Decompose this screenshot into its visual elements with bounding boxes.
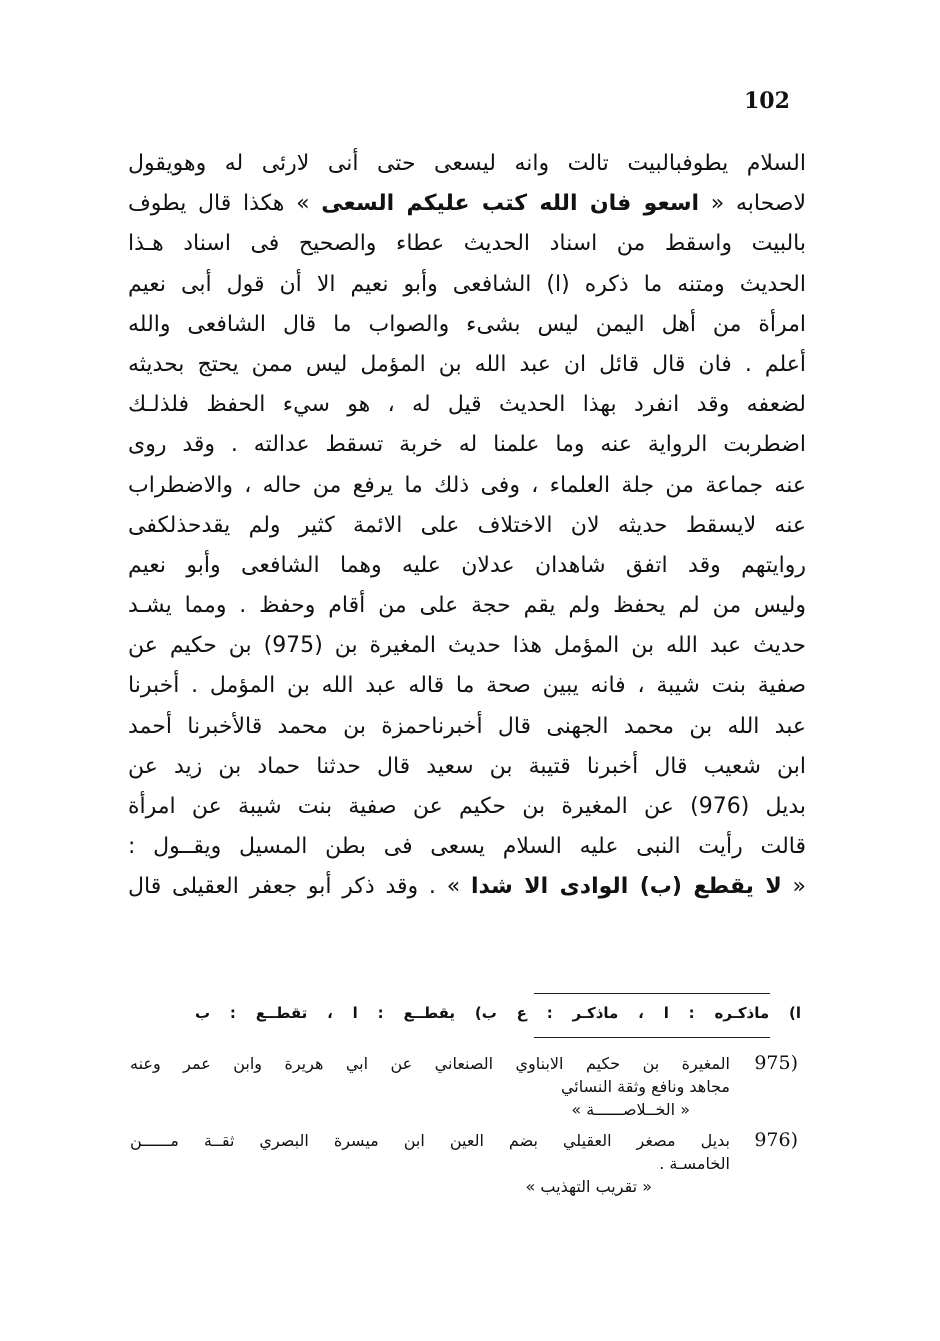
text-line: بالبيت واسقط من اسناد الحديث عطاء والصحيح فى اسناد هـذا (128, 231, 806, 257)
footnotes (130, 1052, 798, 1206)
text-line: امرأة من أهل اليمن ليس بشىء والصواب ما قال الشافعى والله (128, 311, 806, 337)
text-line: ابن شعيب قال أخبرنا قتيبة بن سعيد قال حدثنا حماد بن زيد عن (128, 753, 806, 779)
text-line: حديث عبد الله بن المؤمل هذا حديث المغيرة بن (975) بن حكيم عن (128, 633, 806, 659)
text-line: اضطربت الرواية عنه وما علمنا له خربة تسقط عدالته . وقد روى (128, 432, 806, 458)
footnote-number: 975) (754, 1052, 798, 1074)
main-text-block (128, 144, 806, 908)
footnote-separator-top (534, 993, 770, 994)
bold-quotation: اسعو فان الله كتب عليكم السعى (321, 191, 700, 217)
text-line: لاصحابه « اسعو فان الله كتب عليكم السعى » هكذا قال يطوف (128, 191, 806, 217)
footnote-source: « تقريب التهذيب » (525, 1177, 652, 1196)
textual-variants-note: ا) ماذكـره : ا ، ماذكـر : ع ب) يقطــع : ا ، تقطــع : ب (195, 1004, 801, 1022)
text-line: عنه جماعة من جلة العلماء ، وفى ذلك ما يرفع من حاله ، والاضطراب (128, 472, 806, 498)
bold-quotation: لا يقطع (ب) الوادى الا شدا (470, 874, 782, 900)
text-line: روايتهم وقد اتفق شاهدان عدلان عليه وهما الشافعى وأبو نعيم (128, 552, 806, 578)
text-line: الحديث ومتنه ما ذكره (ا) الشافعى وأبو نعيم الا أن قول أبى نعيم (128, 271, 806, 297)
text-line: قالت رأيت النبى عليه السلام يسعى فى بطن المسيل ويقــول : (128, 834, 806, 860)
footnote-line: المغيرة بن حكيم الابناوي الصنعاني عن ابي هريرة وابن عمر وعنه (130, 1054, 730, 1073)
text-line: عنه لايسقط حديثه لان الاختلاف على الائمة كثير ولم يقدحذلكفى (128, 512, 806, 538)
footnote-2 (130, 1129, 798, 1198)
footnote-separator (534, 1037, 770, 1038)
text-line: بديل (976) عن المغيرة بن حكيم عن صفية بنت شيبة عن امرأة (128, 794, 806, 819)
footnote-line: بديل مصغر العقيلي بضم العين ابن ميسرة البصري ثقــة مــــــن (130, 1131, 730, 1150)
text-line: وليس من لم يحفظ ولم يقم حجة على من أقام وحفظ . ومما يشـد (128, 593, 806, 619)
footnote-1 (130, 1052, 798, 1121)
footnote-line: الخامسـة . (659, 1154, 730, 1173)
footnote-line: مجاهد ونافع وثقة النسائي (560, 1077, 730, 1096)
text-line: لضعفه وقد انفرد بهذا الحديث قيل له ، هو سيء الحفظ فلذلـك (128, 392, 806, 418)
text-line: السلام يطوفبالبيت تالت وانه ليسعى حتى أنى لارئى له وهويقول (128, 151, 806, 176)
text-line: أعلم . فان قال قائل ان عبد الله بن المؤمل ليس ممن يحتج بحديثه (128, 351, 806, 377)
text-line: « لا يقطع (ب) الوادى الا شدا » . وقد ذكر أبو جعفر العقيلى قال (128, 874, 806, 900)
page-number: 102 (744, 88, 790, 114)
footnote-source: « الخــلاصــــــة » (571, 1100, 690, 1119)
text-line: عبد الله بن محمد الجهنى قال أخبرناحمزة بن محمد قالأخبرنا أحمد (128, 713, 806, 739)
footnote-number: 976) (754, 1129, 798, 1151)
text-line: صفية بنت شيبة ، فانه يبين صحة ما قاله عبد الله بن المؤمل . أخبرنا (128, 673, 806, 699)
